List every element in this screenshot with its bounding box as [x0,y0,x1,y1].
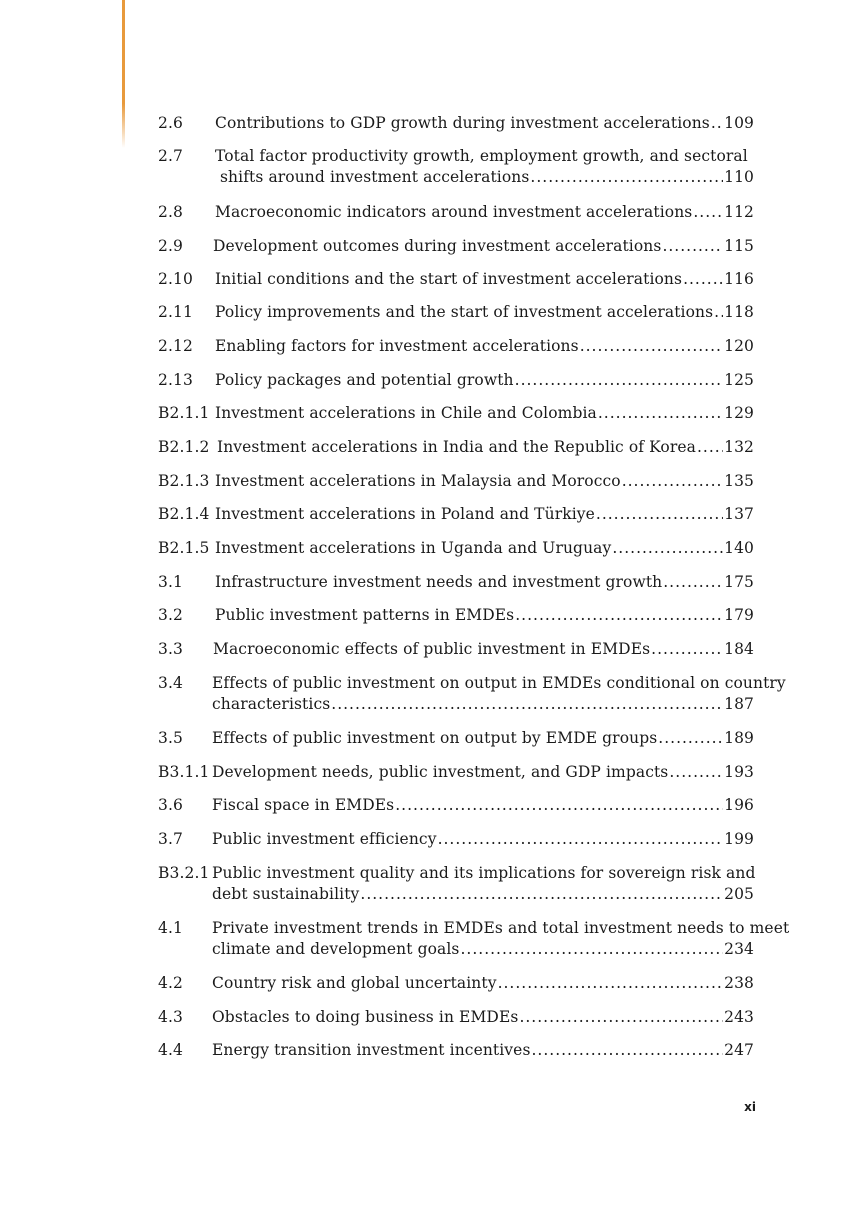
toc-entry[interactable] [158,370,754,391]
dot-leader [612,538,723,559]
toc-entry[interactable] [158,471,754,492]
dot-leader [360,884,723,905]
dot-leader [683,269,723,290]
toc-entry-title-line: Effects of public investment on output in EMDEs conditional on country [212,674,786,692]
toc-entry-number: 3.5 [158,729,183,747]
toc-entry-title-line: Fiscal space in EMDEs [212,796,395,814]
accent-bar [122,0,125,148]
dot-leader [580,336,723,357]
dot-leader [519,1007,723,1028]
toc-entry-title-line: Investment accelerations in India and the Republic of Korea [217,438,696,456]
toc-entry-number: 4.2 [158,974,183,992]
toc-entry-title-line: characteristics [212,695,331,713]
toc-entry-number: B3.2.1 [158,864,210,882]
toc-entry-title-line: Investment accelerations in Malaysia and Morocco [215,472,621,490]
dot-leader [663,572,723,593]
toc-entry-page: 110 [724,168,754,186]
toc-entry[interactable] [158,639,754,660]
toc-entry-title-line: Country risk and global uncertainty [212,974,497,992]
toc-entry-page: 116 [724,270,754,288]
toc-entry-title-line: Infrastructure investment needs and investment growth [215,573,663,591]
toc-entry-page: 189 [724,729,754,747]
toc-entry-number: 2.10 [158,270,193,288]
toc-entry-number: 2.13 [158,371,193,389]
toc-entry-title-line: Public investment patterns in EMDEs [215,606,515,624]
dot-leader [693,202,723,223]
toc-entry-page: 140 [724,539,754,557]
dot-leader [532,1040,724,1061]
toc-entry[interactable] [158,728,754,749]
toc-entry-title-line: Macroeconomic effects of public investment in EMDEs [213,640,651,658]
toc-entry-title-line: Policy improvements and the start of investment accelerations [215,303,714,321]
toc-entry-page: 115 [724,237,754,255]
toc-entry-title-line: Development needs, public investment, and GDP impacts [212,763,669,781]
toc-entry-number: B2.1.1 [158,404,210,422]
toc-entry-page: 187 [724,695,754,713]
page-number: xi [744,1100,756,1114]
toc-entry-title-line: Investment accelerations in Poland and Türkiye [215,505,595,523]
toc-entry-title-line: Private investment trends in EMDEs and total investment needs to meet [212,919,790,937]
toc-entry-number: B3.1.1 [158,763,210,781]
toc-entry-title-line: Investment accelerations in Uganda and Uruguay [215,539,612,557]
toc-entry[interactable] [158,437,754,458]
dot-leader [498,973,724,994]
toc-entry[interactable] [158,113,754,134]
toc-entry-page: 199 [724,830,754,848]
toc-entry-number: 4.4 [158,1041,183,1059]
toc-entry-number: B2.1.4 [158,505,210,523]
dot-leader [669,762,723,783]
toc-entry-number: 3.6 [158,796,183,814]
toc-entry-number: 3.7 [158,830,183,848]
toc-entry-page: 247 [724,1041,754,1059]
toc-entry[interactable] [158,673,786,715]
toc-entry[interactable] [158,336,754,357]
toc-entry-title-line: Macroeconomic indicators around investment accelerations [215,203,693,221]
toc-entry-number: 4.1 [158,919,183,937]
toc-entry-page: 243 [724,1008,754,1026]
dot-leader [331,694,723,715]
toc-entry-title-line: Effects of public investment on output by EMDE groups [212,729,658,747]
dot-leader [598,403,723,424]
toc-entry[interactable] [158,403,754,424]
toc-entry[interactable] [158,302,754,323]
toc-entry-title-line: Enabling factors for investment accelerations [215,337,579,355]
toc-entry-page: 118 [724,303,754,321]
toc-entry[interactable] [158,829,754,850]
toc-entry-title-line: Public investment efficiency [212,830,437,848]
dot-leader [658,728,723,749]
toc-entry[interactable] [158,1007,754,1028]
dot-leader [651,639,723,660]
toc-entry[interactable] [158,146,754,188]
toc-entry-title-line: shifts around investment accelerations [220,168,530,186]
toc-entry-page: 120 [724,337,754,355]
dot-leader [596,504,723,525]
toc-entry-title-line: Total factor productivity growth, employment growth, and sectoral [215,147,748,165]
toc-entry-title-line: Development outcomes during investment accelerations [213,237,662,255]
toc-entry-page: 132 [724,438,754,456]
dot-leader [662,236,723,257]
toc-entry-title-line: Initial conditions and the start of investment accelerations [215,270,683,288]
toc-entry-title-line: Obstacles to doing business in EMDEs [212,1008,519,1026]
toc-entry-page: 125 [724,371,754,389]
dot-leader [395,795,723,816]
toc-entry[interactable] [158,918,790,960]
toc-entry[interactable] [158,504,754,525]
toc-entry-number: 3.1 [158,573,183,591]
toc-entry-page: 175 [724,573,754,591]
toc-entry[interactable] [158,202,754,223]
toc-entry[interactable] [158,538,754,559]
toc-entry-page: 135 [724,472,754,490]
dot-leader [515,370,723,391]
toc-entry[interactable] [158,863,754,905]
toc-entry-title-line: Policy packages and potential growth [215,371,514,389]
toc-entry-number: B2.1.2 [158,438,210,456]
toc-entry-number: 3.3 [158,640,183,658]
toc-entry[interactable] [158,605,754,626]
dot-leader [515,605,723,626]
toc-entry-number: 2.8 [158,203,183,221]
toc-entry-number: 2.7 [158,147,183,165]
dot-leader [622,471,723,492]
dot-leader [714,302,723,323]
toc-entry-number: 2.11 [158,303,193,321]
toc-entry-page: 196 [724,796,754,814]
toc-entry-page: 193 [724,763,754,781]
toc-entry-page: 129 [724,404,754,422]
toc-entry-number: B2.1.3 [158,472,210,490]
toc-entry[interactable] [158,973,754,994]
toc-entry[interactable] [158,795,754,816]
toc-entry[interactable] [158,1040,754,1061]
toc-entry-title-line: Public investment quality and its implications for sovereign risk and [212,864,756,882]
dot-leader [697,437,723,458]
toc-entry-number: B2.1.5 [158,539,210,557]
dot-leader [438,829,724,850]
toc-entry-title-line: Contributions to GDP growth during investment accelerations [215,114,710,132]
dot-leader [461,939,724,960]
toc-entry[interactable] [158,572,754,593]
toc-entry-page: 205 [724,885,754,903]
toc-entry[interactable] [158,762,754,783]
toc-entry-number: 4.3 [158,1008,183,1026]
toc-entry-title-line: debt sustainability [212,885,360,903]
toc-entry-title-line: climate and development goals [212,940,460,958]
toc-entry-page: 109 [724,114,754,132]
toc-entry-number: 3.2 [158,606,183,624]
toc-entry-page: 234 [724,940,754,958]
toc-entry-number: 3.4 [158,674,183,692]
toc-entry-title-line: Investment accelerations in Chile and Colombia [215,404,597,422]
toc-entry-number: 2.12 [158,337,193,355]
toc-entry-page: 137 [724,505,754,523]
toc-entry-page: 112 [724,203,754,221]
toc-entry-page: 179 [724,606,754,624]
dot-leader [530,167,723,188]
toc-entry-page: 238 [724,974,754,992]
toc-entry[interactable] [158,236,754,257]
dot-leader [711,113,723,134]
toc-entry-number: 2.9 [158,237,183,255]
toc-entry-title-line: Energy transition investment incentives [212,1041,531,1059]
toc-entry-number: 2.6 [158,114,183,132]
toc-entry-page: 184 [724,640,754,658]
toc-entry[interactable] [158,269,754,290]
